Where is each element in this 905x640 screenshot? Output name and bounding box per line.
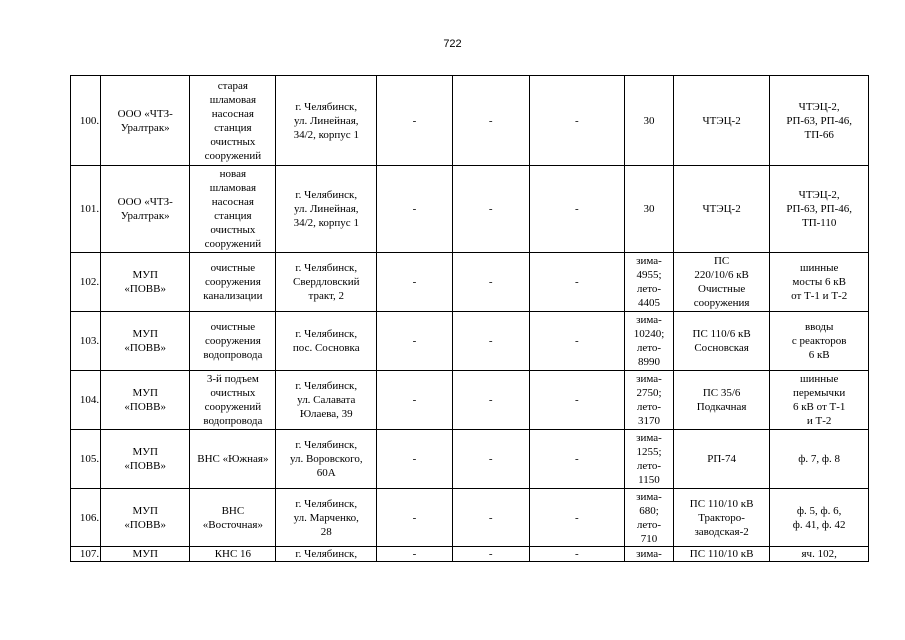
- power-load: зима- 1255; лето- 1150: [636, 432, 662, 486]
- organization: МУП: [132, 548, 158, 560]
- object-name-cell: [190, 76, 276, 166]
- address-cell: [276, 547, 377, 562]
- row-number-cell: [71, 547, 101, 562]
- object-name: новая шламовая насосная станция очистных сооружений: [204, 168, 262, 250]
- column-dash-2-cell: [452, 430, 529, 489]
- power-source-cell: [673, 76, 770, 166]
- column-dash-3: -: [575, 453, 579, 465]
- row-number: 104.: [79, 394, 100, 406]
- address: г. Челябинск, ул. Салавата Юлаева, 39: [295, 380, 358, 420]
- column-dash-3: -: [575, 335, 579, 347]
- power-load: зима-: [636, 548, 662, 560]
- power-load-cell: [625, 489, 674, 547]
- column-dash-1-cell: [377, 76, 453, 166]
- organization: ООО «ЧТЗ- Уралтрак»: [117, 196, 173, 222]
- column-dash-2: -: [488, 276, 493, 288]
- object-name: ВНС «Южная»: [197, 453, 269, 465]
- object-name: очистные сооружения канализации: [203, 262, 263, 302]
- table-row: [71, 430, 869, 489]
- power-load-cell: [625, 371, 674, 430]
- address: г. Челябинск, ул. Линейная, 34/2, корпус 1: [293, 189, 359, 229]
- column-dash-2: -: [488, 335, 493, 347]
- table-row: [71, 76, 869, 166]
- address-cell: [276, 253, 377, 312]
- object-name: старая шламовая насосная станция очистных сооружений: [204, 79, 262, 162]
- column-dash-2-cell: [452, 547, 529, 562]
- row-number: 107.: [79, 548, 100, 560]
- object-name-cell: [190, 253, 276, 312]
- address-cell: [276, 166, 377, 253]
- connection-point-cell: [770, 430, 869, 489]
- address: г. Челябинск,: [295, 548, 358, 560]
- organization-cell: [101, 166, 190, 253]
- column-dash-3-cell: [529, 312, 624, 371]
- power-load-cell: [625, 166, 674, 253]
- power-load-cell: [625, 253, 674, 312]
- connection-point-cell: [770, 489, 869, 547]
- table-row: [71, 312, 869, 371]
- power-load-cell: [625, 547, 674, 562]
- object-name-cell: [190, 547, 276, 562]
- column-dash-2: -: [488, 548, 493, 560]
- organization: МУП «ПОВВ»: [124, 328, 166, 354]
- connection-point-cell: [770, 166, 869, 253]
- column-dash-3-cell: [529, 76, 624, 166]
- address: г. Челябинск, ул. Марченко, 28: [293, 497, 359, 538]
- row-number-cell: [71, 430, 101, 489]
- address: г. Челябинск, ул. Воровского, 60А: [289, 439, 363, 479]
- column-dash-1: -: [412, 453, 417, 465]
- column-dash-2-cell: [452, 371, 529, 430]
- row-number: 105.: [79, 453, 100, 465]
- column-dash-1-cell: [377, 489, 453, 547]
- connection-point: яч. 102,: [801, 548, 837, 560]
- object-name: ВНС «Восточная»: [202, 504, 263, 531]
- connection-point: шинные перемычки 6 кВ от Т-1 и Т-2: [792, 373, 846, 427]
- row-number: 101.: [79, 203, 100, 215]
- address: г. Челябинск, ул. Линейная, 34/2, корпус 1: [293, 100, 359, 141]
- column-dash-2-cell: [452, 312, 529, 371]
- column-dash-1-cell: [377, 312, 453, 371]
- power-source: ПС 35/6 Подкачная: [696, 387, 747, 413]
- connection-point: шинные мосты 6 кВ от Т-1 и Т-2: [791, 262, 848, 302]
- column-dash-3: -: [575, 511, 579, 524]
- connection-point-cell: [770, 76, 869, 166]
- column-dash-2-cell: [452, 489, 529, 547]
- column-dash-3-cell: [529, 489, 624, 547]
- address-cell: [276, 430, 377, 489]
- power-source: ПС 110/10 кВ: [689, 548, 754, 560]
- column-dash-1-cell: [377, 371, 453, 430]
- power-source-cell: [673, 430, 770, 489]
- object-name-cell: [190, 312, 276, 371]
- organization-cell: [101, 371, 190, 430]
- column-dash-3: -: [575, 114, 579, 127]
- connection-point: вводы с реакторов 6 кВ: [791, 321, 847, 361]
- table-body: [71, 76, 869, 562]
- address: г. Челябинск, Свердловский тракт, 2: [293, 262, 360, 302]
- organization: МУП «ПОВВ»: [124, 504, 166, 531]
- column-dash-2: -: [488, 511, 493, 524]
- column-dash-3: -: [575, 548, 579, 560]
- organization: МУП «ПОВВ»: [124, 387, 166, 413]
- table-row: [71, 253, 869, 312]
- power-source-cell: [673, 371, 770, 430]
- power-source: ПС 220/10/6 кВ Очистные сооружения: [693, 255, 750, 309]
- power-load: зима- 680; лето- 710: [636, 490, 662, 545]
- object-name: 3-й подъем очистных сооружений водопровода: [203, 373, 263, 427]
- object-name-cell: [190, 430, 276, 489]
- column-dash-1: -: [412, 548, 417, 560]
- organization-cell: [101, 253, 190, 312]
- power-source: РП-74: [707, 453, 736, 465]
- column-dash-1: -: [412, 276, 417, 288]
- table-row: [71, 371, 869, 430]
- row-number-cell: [71, 166, 101, 253]
- power-load-cell: [625, 312, 674, 371]
- organization: ООО «ЧТЗ- Уралтрак»: [117, 107, 173, 134]
- power-load: 30: [643, 114, 655, 127]
- object-name-cell: [190, 371, 276, 430]
- address-cell: [276, 489, 377, 547]
- address: г. Челябинск, пос. Сосновка: [292, 328, 360, 354]
- address-cell: [276, 76, 377, 166]
- column-dash-1: -: [412, 203, 417, 215]
- row-number: 102.: [79, 276, 100, 288]
- column-dash-1: -: [412, 335, 417, 347]
- connection-point-cell: [770, 547, 869, 562]
- power-source: ПС 110/10 кВ Тракторо- заводская-2: [689, 497, 754, 538]
- object-name-cell: [190, 166, 276, 253]
- power-load: зима- 2750; лето- 3170: [636, 373, 662, 427]
- column-dash-1-cell: [377, 253, 453, 312]
- column-dash-1: -: [412, 394, 417, 406]
- organization-cell: [101, 312, 190, 371]
- power-source-cell: [673, 253, 770, 312]
- object-name: КНС 16: [214, 548, 252, 560]
- column-dash-3: -: [575, 276, 579, 288]
- column-dash-1-cell: [377, 547, 453, 562]
- power-load: зима- 10240; лето- 8990: [633, 314, 665, 368]
- organization-cell: [101, 430, 190, 489]
- object-name: очистные сооружения водопровода: [203, 321, 263, 361]
- column-dash-2-cell: [452, 253, 529, 312]
- column-dash-3-cell: [529, 253, 624, 312]
- power-load: 30: [643, 203, 655, 215]
- power-source-cell: [673, 489, 770, 547]
- address-cell: [276, 371, 377, 430]
- column-dash-2: -: [488, 203, 493, 215]
- connection-point: ЧТЭЦ-2, РП-63, РП-46, ТП-110: [786, 189, 853, 229]
- organization-cell: [101, 489, 190, 547]
- power-source: ЧТЭЦ-2: [702, 203, 741, 215]
- connection-point-cell: [770, 253, 869, 312]
- power-load: зима- 4955; лето- 4405: [636, 255, 662, 309]
- power-source: ЧТЭЦ-2: [702, 114, 741, 127]
- row-number: 100.: [79, 114, 100, 127]
- row-number: 103.: [79, 335, 100, 347]
- column-dash-1: -: [412, 511, 417, 524]
- consumers-table: [70, 75, 869, 562]
- organization-cell: [101, 547, 190, 562]
- row-number: 106.: [79, 511, 100, 524]
- column-dash-3-cell: [529, 371, 624, 430]
- row-number-cell: [71, 371, 101, 430]
- row-number-cell: [71, 489, 101, 547]
- column-dash-2: -: [488, 453, 493, 465]
- column-dash-3-cell: [529, 430, 624, 489]
- row-number-cell: [71, 312, 101, 371]
- power-source-cell: [673, 166, 770, 253]
- organization-cell: [101, 76, 190, 166]
- object-name-cell: [190, 489, 276, 547]
- table-row: [71, 547, 869, 562]
- organization: МУП «ПОВВ»: [124, 446, 166, 472]
- column-dash-2: -: [488, 114, 493, 127]
- column-dash-1-cell: [377, 430, 453, 489]
- address-cell: [276, 312, 377, 371]
- organization: МУП «ПОВВ»: [124, 269, 166, 295]
- column-dash-2: -: [488, 394, 493, 406]
- column-dash-3-cell: [529, 166, 624, 253]
- connection-point-cell: [770, 312, 869, 371]
- column-dash-2-cell: [452, 76, 529, 166]
- connection-point: ф. 7, ф. 8: [798, 453, 841, 465]
- column-dash-3: -: [575, 394, 579, 406]
- power-source: ПС 110/6 кВ Сосновская: [692, 328, 751, 354]
- connection-point-cell: [770, 371, 869, 430]
- connection-point: ф. 5, ф. 6, ф. 41, ф. 42: [792, 504, 846, 531]
- table-row: [71, 166, 869, 253]
- column-dash-3: -: [575, 203, 579, 215]
- column-dash-2-cell: [452, 166, 529, 253]
- power-load-cell: [625, 430, 674, 489]
- row-number-cell: [71, 253, 101, 312]
- page-number: 722: [443, 38, 462, 50]
- power-load-cell: [625, 76, 674, 166]
- connection-point: ЧТЭЦ-2, РП-63, РП-46, ТП-66: [786, 100, 853, 141]
- column-dash-1-cell: [377, 166, 453, 253]
- power-source-cell: [673, 547, 770, 562]
- row-number-cell: [71, 76, 101, 166]
- power-source-cell: [673, 312, 770, 371]
- column-dash-1: -: [412, 114, 417, 127]
- table-row: [71, 489, 869, 547]
- column-dash-3-cell: [529, 547, 624, 562]
